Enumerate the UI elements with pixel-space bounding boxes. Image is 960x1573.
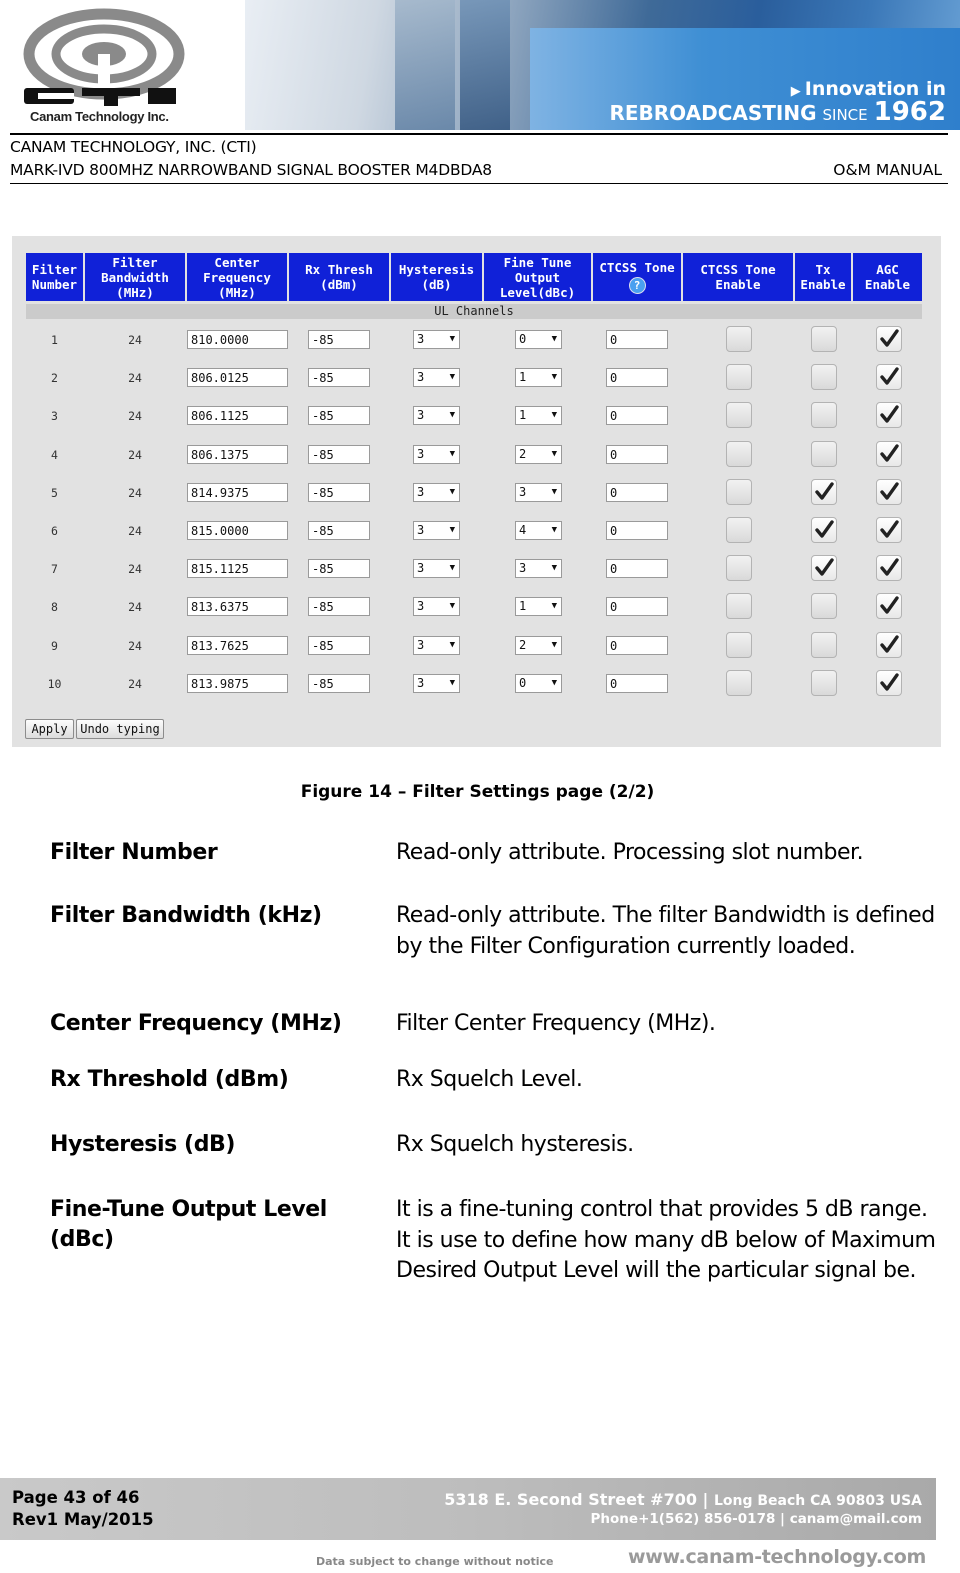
- checkmark-icon: [878, 672, 900, 694]
- tx-enable-checkbox[interactable]: [811, 593, 837, 619]
- row-bandwidth: 24: [128, 562, 142, 577]
- ctcss-tone-input[interactable]: 0: [606, 330, 668, 349]
- checkmark-icon: [878, 481, 900, 503]
- rx-thresh-input[interactable]: -85: [308, 597, 370, 616]
- tx-enable-checkbox[interactable]: [811, 632, 837, 658]
- checkmark-icon: [813, 519, 835, 541]
- manual-label: O&M MANUAL: [833, 161, 942, 179]
- fine-tune-value: 1: [519, 599, 527, 614]
- term-filter-bandwidth: Filter Bandwidth (kHz): [50, 903, 322, 928]
- ctcss-enable-checkbox[interactable]: [726, 441, 752, 467]
- row-number: 2: [51, 371, 58, 386]
- ctcss-enable-checkbox[interactable]: [726, 517, 752, 543]
- row-bandwidth: 24: [128, 638, 142, 653]
- dropdown-arrow-icon: ▼: [551, 639, 557, 650]
- dropdown-arrow-icon: ▼: [449, 410, 455, 421]
- dropdown-arrow-icon: ▼: [449, 677, 455, 688]
- dropdown-arrow-icon: ▼: [551, 486, 557, 497]
- dropdown-arrow-icon: ▼: [551, 601, 557, 612]
- row-bandwidth: 24: [128, 409, 142, 424]
- ctcss-enable-checkbox[interactable]: [726, 402, 752, 428]
- row-bandwidth: 24: [128, 371, 142, 386]
- hysteresis-value: 3: [417, 599, 425, 614]
- header-banner: [0, 0, 960, 132]
- row-bandwidth: 24: [128, 447, 142, 462]
- fine-tune-value: 0: [519, 675, 527, 690]
- row-number: 3: [51, 409, 58, 424]
- checkmark-icon: [878, 519, 900, 541]
- rx-thresh-input[interactable]: -85: [308, 559, 370, 578]
- center-frequency-input[interactable]: 806.1125: [187, 406, 288, 425]
- checkmark-icon: [878, 443, 900, 465]
- def-filter-bandwidth: Read-only attribute. The filter Bandwidth is defined by the Filter Configuration currently loaded.: [396, 903, 935, 959]
- col-center-frequency: Center Frequency (MHz): [187, 253, 287, 301]
- ul-channels-label: UL Channels: [26, 304, 922, 319]
- rx-thresh-input[interactable]: -85: [308, 330, 370, 349]
- triangle-icon: ▶: [790, 84, 801, 99]
- figure-caption: Figure 14 – Filter Settings page (2/2): [300, 782, 655, 802]
- ctcss-enable-checkbox[interactable]: [726, 364, 752, 390]
- ctcss-enable-checkbox[interactable]: [726, 670, 752, 696]
- ctcss-enable-checkbox[interactable]: [726, 593, 752, 619]
- center-frequency-input[interactable]: 813.7625: [187, 636, 288, 655]
- fine-tune-value: 1: [519, 408, 527, 423]
- fine-tune-select[interactable]: [515, 406, 562, 425]
- row-number: 5: [51, 485, 58, 500]
- filter-settings-screenshot: [12, 236, 941, 747]
- hysteresis-value: 3: [417, 637, 425, 652]
- row-bandwidth: 24: [128, 485, 142, 500]
- checkmark-icon: [878, 595, 900, 617]
- def-fine-tune: It is a fine-tuning control that provides 5 dB range. It is use to define how many dB below of Maximum Desired Output Level will the particular signal be.: [396, 1197, 936, 1283]
- agc-enable-checkbox[interactable]: [876, 555, 902, 581]
- tx-enable-checkbox[interactable]: [811, 479, 837, 505]
- col-fine-tune: Fine Tune Output Level(dBc): [484, 253, 591, 301]
- dropdown-arrow-icon: ▼: [449, 563, 455, 574]
- product-title: MARK-IVD 800MHZ NARROWBAND SIGNAL BOOSTER M4DBDA8: [10, 161, 492, 179]
- ctcss-tone-input[interactable]: 0: [606, 559, 668, 578]
- fine-tune-value: 3: [519, 484, 527, 499]
- dropdown-arrow-icon: ▼: [551, 677, 557, 688]
- col-hysteresis: Hysteresis (dB): [391, 253, 482, 301]
- center-frequency-input[interactable]: 813.6375: [187, 597, 288, 616]
- logo-subtitle: Canam Technology Inc.: [30, 109, 169, 124]
- col-filter-number: Filter Number: [26, 253, 83, 301]
- ctcss-tone-input[interactable]: 0: [606, 597, 668, 616]
- term-rx-threshold: Rx Threshold (dBm): [50, 1067, 289, 1092]
- dropdown-arrow-icon: ▼: [551, 372, 557, 383]
- ctcss-enable-checkbox[interactable]: [726, 555, 752, 581]
- tx-enable-checkbox[interactable]: [811, 670, 837, 696]
- header-rule: [10, 133, 948, 135]
- row-number: 8: [51, 600, 58, 615]
- dropdown-arrow-icon: ▼: [449, 448, 455, 459]
- center-frequency-input[interactable]: 806.1375: [187, 445, 288, 464]
- footer-address: 5318 E. Second Street #700 | Long Beach CA 90803 USA: [444, 1490, 922, 1509]
- checkmark-icon: [813, 481, 835, 503]
- row-bandwidth: 24: [128, 524, 142, 538]
- fine-tune-value: 3: [519, 561, 527, 576]
- fine-tune-select[interactable]: [515, 330, 562, 349]
- hysteresis-value: 3: [417, 561, 425, 576]
- ctcss-tone-input[interactable]: 0: [606, 521, 668, 540]
- fine-tune-select[interactable]: [515, 597, 562, 616]
- tx-enable-checkbox[interactable]: [811, 517, 837, 543]
- dropdown-arrow-icon: ▼: [551, 448, 557, 459]
- agc-enable-checkbox[interactable]: [876, 479, 902, 505]
- ctcss-tone-input[interactable]: 0: [606, 368, 668, 387]
- dropdown-arrow-icon: ▼: [551, 525, 557, 535]
- dropdown-arrow-icon: ▼: [449, 372, 455, 383]
- checkmark-icon: [878, 366, 900, 388]
- dropdown-arrow-icon: ▼: [449, 525, 455, 535]
- agc-enable-checkbox[interactable]: [876, 364, 902, 390]
- ctcss-tone-input[interactable]: 0: [606, 445, 668, 464]
- ctcss-tone-input[interactable]: 0: [606, 636, 668, 655]
- fine-tune-select[interactable]: [515, 445, 562, 464]
- center-frequency-input[interactable]: 814.9375: [187, 483, 288, 502]
- row-number: 1: [51, 333, 58, 347]
- center-frequency-input[interactable]: 815.1125: [187, 559, 288, 578]
- tagline-rebroadcasting: REBROADCASTING SINCE 1962: [609, 97, 946, 127]
- row-number: 6: [51, 524, 58, 538]
- rx-thresh-input[interactable]: -85: [308, 521, 370, 540]
- rx-thresh-input[interactable]: -85: [308, 368, 370, 387]
- fine-tune-value: 2: [519, 637, 527, 652]
- dropdown-arrow-icon: ▼: [551, 334, 557, 344]
- undo-typing-button[interactable]: Undo typing: [76, 719, 164, 739]
- dropdown-arrow-icon: ▼: [449, 334, 455, 344]
- ctcss-enable-checkbox[interactable]: [726, 479, 752, 505]
- tx-enable-checkbox[interactable]: [811, 441, 837, 467]
- hysteresis-value: 3: [417, 446, 425, 461]
- ctcss-tone-input[interactable]: 0: [606, 406, 668, 425]
- hysteresis-value: 3: [417, 370, 425, 385]
- term-fine-tune: Fine-Tune Output Level (dBc): [50, 1197, 327, 1252]
- col-ctcss-enable: CTCSS Tone Enable: [683, 253, 793, 301]
- def-rx-threshold: Rx Squelch Level.: [396, 1067, 583, 1092]
- agc-enable-checkbox[interactable]: [876, 593, 902, 619]
- hysteresis-value: 3: [417, 484, 425, 499]
- ctcss-tone-input[interactable]: 0: [606, 674, 668, 693]
- ctcss-tone-input[interactable]: 0: [606, 483, 668, 502]
- fine-tune-value: 1: [519, 370, 527, 385]
- row-bandwidth: 24: [128, 676, 142, 691]
- rx-thresh-input[interactable]: -85: [308, 483, 370, 502]
- checkmark-icon: [878, 404, 900, 426]
- ctcss-enable-checkbox[interactable]: [726, 326, 752, 352]
- term-filter-number: Filter Number: [50, 840, 218, 865]
- agc-enable-checkbox[interactable]: [876, 326, 902, 352]
- tx-enable-checkbox[interactable]: [811, 555, 837, 581]
- dropdown-arrow-icon: ▼: [449, 601, 455, 612]
- banner-photo: [245, 0, 960, 130]
- hysteresis-select[interactable]: [413, 445, 460, 464]
- fine-tune-select[interactable]: [515, 559, 562, 578]
- rx-thresh-input[interactable]: -85: [308, 445, 370, 464]
- fine-tune-select[interactable]: [515, 521, 562, 540]
- dropdown-arrow-icon: ▼: [449, 639, 455, 650]
- fine-tune-select[interactable]: [515, 368, 562, 387]
- row-bandwidth: 24: [128, 600, 142, 615]
- tx-enable-checkbox[interactable]: [811, 364, 837, 390]
- row-number: 7: [51, 562, 58, 577]
- rx-thresh-input[interactable]: -85: [308, 406, 370, 425]
- checkmark-icon: [878, 557, 900, 579]
- center-frequency-input[interactable]: 806.0125: [187, 368, 288, 387]
- fine-tune-value: 4: [519, 523, 527, 537]
- checkmark-icon: [813, 557, 835, 579]
- fine-tune-select[interactable]: [515, 674, 562, 693]
- def-center-frequency: Filter Center Frequency (MHz).: [396, 1011, 716, 1036]
- col-ctcss-tone: CTCSS Tone ?: [593, 253, 681, 301]
- row-number: 9: [51, 638, 58, 653]
- dropdown-arrow-icon: ▼: [551, 410, 557, 421]
- agc-enable-checkbox[interactable]: [876, 632, 902, 658]
- tx-enable-checkbox[interactable]: [811, 402, 837, 428]
- col-rx-thresh: Rx Thresh (dBm): [289, 253, 389, 301]
- hysteresis-select[interactable]: [413, 674, 460, 693]
- ctcss-enable-checkbox[interactable]: [726, 632, 752, 658]
- hysteresis-select[interactable]: [413, 559, 460, 578]
- term-center-frequency: Center Frequency (MHz): [50, 1011, 342, 1036]
- row-number: 10: [47, 676, 62, 691]
- row-bandwidth: 24: [128, 333, 142, 347]
- rx-thresh-input[interactable]: -85: [308, 674, 370, 693]
- term-hysteresis: Hysteresis (dB): [50, 1132, 236, 1157]
- change-notice: Data subject to change without notice: [316, 1555, 554, 1568]
- website-link[interactable]: www.canam-technology.com: [628, 1546, 927, 1568]
- footer-phone: Phone+1(562) 856-0178 | canam@mail.com: [590, 1511, 922, 1527]
- revision: Rev1 May/2015: [12, 1510, 154, 1529]
- center-frequency-input[interactable]: 810.0000: [187, 330, 288, 349]
- row-number: 4: [51, 447, 58, 462]
- hysteresis-select[interactable]: [413, 636, 460, 655]
- agc-enable-checkbox[interactable]: [876, 670, 902, 696]
- hysteresis-select[interactable]: [413, 521, 460, 540]
- agc-enable-checkbox[interactable]: [876, 441, 902, 467]
- hysteresis-value: 3: [417, 523, 425, 537]
- fine-tune-value: 2: [519, 446, 527, 461]
- dropdown-arrow-icon: ▼: [551, 563, 557, 574]
- def-filter-number: Read-only attribute. Processing slot number.: [396, 840, 864, 865]
- hysteresis-value: 3: [417, 332, 425, 346]
- hysteresis-select[interactable]: [413, 483, 460, 502]
- help-icon[interactable]: ?: [629, 277, 646, 294]
- fine-tune-select[interactable]: [515, 483, 562, 502]
- fine-tune-value: 0: [519, 332, 527, 346]
- company-name: CANAM TECHNOLOGY, INC. (CTI): [10, 138, 257, 156]
- hysteresis-select[interactable]: [413, 597, 460, 616]
- hysteresis-select[interactable]: [413, 368, 460, 387]
- dropdown-arrow-icon: ▼: [449, 486, 455, 497]
- agc-enable-checkbox[interactable]: [876, 517, 902, 543]
- hysteresis-value: 3: [417, 675, 425, 690]
- hysteresis-value: 3: [417, 408, 425, 423]
- hysteresis-select[interactable]: [413, 406, 460, 425]
- tx-enable-checkbox[interactable]: [811, 326, 837, 352]
- checkmark-icon: [878, 328, 900, 350]
- page-number: Page 43 of 46: [12, 1488, 140, 1507]
- agc-enable-checkbox[interactable]: [876, 402, 902, 428]
- def-hysteresis: Rx Squelch hysteresis.: [396, 1132, 634, 1157]
- page-footer: [0, 1478, 936, 1540]
- col-filter-bandwidth: Filter Bandwidth (MHz): [85, 253, 185, 301]
- fine-tune-select[interactable]: [515, 636, 562, 655]
- checkmark-icon: [878, 634, 900, 656]
- col-tx-enable: Tx Enable: [795, 253, 851, 301]
- center-frequency-input[interactable]: 813.9875: [187, 674, 288, 693]
- hysteresis-select[interactable]: [413, 330, 460, 349]
- col-agc-enable: AGC Enable: [853, 253, 922, 301]
- rx-thresh-input[interactable]: -85: [308, 636, 370, 655]
- center-frequency-input[interactable]: 815.0000: [187, 521, 288, 540]
- header-subrule: [10, 183, 948, 184]
- tagline-innovation: ▶ Innovation in: [790, 78, 946, 100]
- apply-button[interactable]: Apply: [25, 719, 74, 739]
